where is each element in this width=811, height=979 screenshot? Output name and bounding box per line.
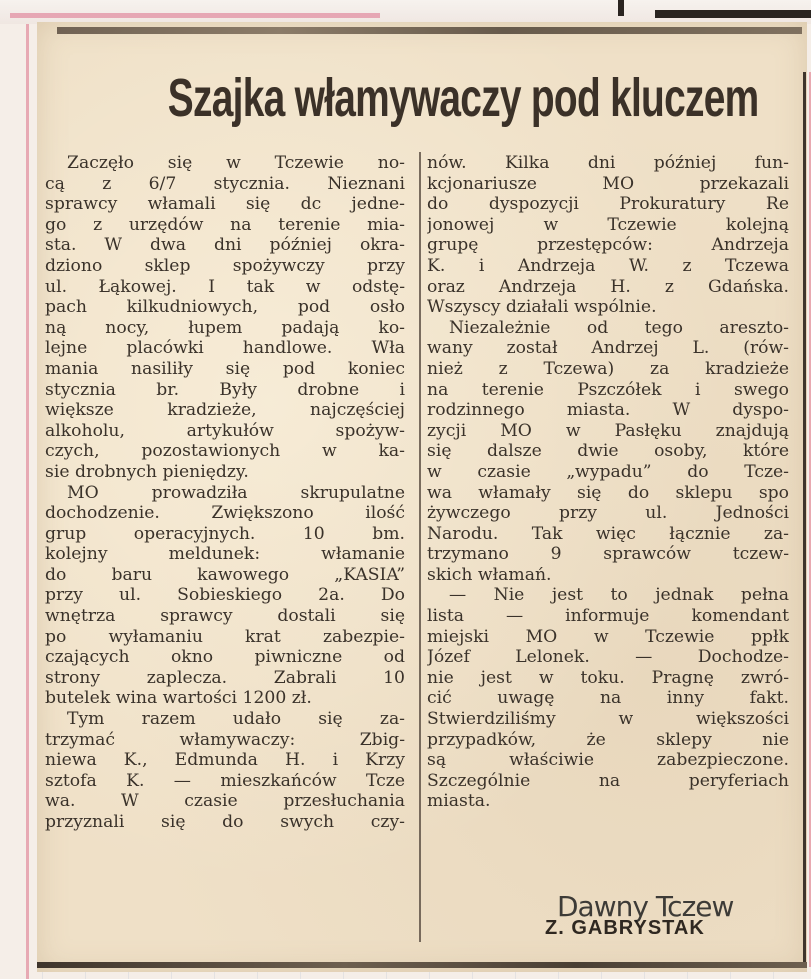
article-line: grup operacyjnych. 10 bm. (45, 523, 405, 544)
article-line: po wyłamaniu krat zabezpie- (45, 626, 405, 647)
article-line: Niezależnie od tego aresztо- (449, 317, 789, 338)
article-line: kcjonariusze MO przekazali (427, 173, 789, 194)
article-line: jonowej w Tczewie kolejną (427, 214, 789, 235)
article-line: dziono sklep spożywczy przy (45, 255, 405, 276)
article-line: Zaczęło się w Tczewie no- (67, 153, 405, 173)
article-line: MO prowadziła skrupulatne (67, 482, 405, 503)
right-border-rule (803, 72, 806, 967)
newspaper-clipping (37, 22, 807, 972)
article-line: lejne placówki handlowe. Wła (45, 338, 405, 359)
article-line: na terenie Pszczółek i swego (427, 379, 789, 400)
article-line: pach kilkudniowych, pod osło (45, 297, 405, 318)
article-line: miejski MO w Tczewie ppłk (427, 626, 789, 647)
article-line: czających okno piwniczne od (45, 647, 405, 668)
article-line: cą z 6/7 stycznia. Nieznani (45, 173, 405, 194)
column-divider (419, 152, 421, 942)
watermark-text: Dawny Tczew (557, 890, 734, 923)
article-line: sztofa K. — mieszkańców Tcze (45, 770, 405, 791)
article-line: rodzinnego miasta. W dyspo- (427, 400, 789, 421)
article-line: sta. W dwa dni później okra- (45, 235, 405, 256)
article-line: — Nie jest to jednak pełna (449, 585, 789, 606)
article-column-left (45, 153, 405, 833)
article-line: przy ul. Sobieskiego 2a. Do (45, 585, 405, 606)
article-line: butelek wina wartości 1200 zł. (45, 688, 312, 709)
black-tick-mark (618, 0, 624, 16)
article-line: nież z Tczewa) za kradzieże (427, 358, 789, 379)
article-line: mania nasiliły się pod koniec (45, 358, 405, 379)
article-line: do dyspozycji Prokuratury Re (427, 194, 789, 215)
article-column-right (427, 153, 789, 812)
article-line: sprawcy włamali się dc jedne- (45, 194, 405, 215)
article-line: nie jest w toku. Pragnę zwró- (427, 667, 789, 688)
article-headline: Szajka włamywaczy pod kluczem (167, 68, 759, 128)
article-line: czych, pozostawionych w ka- (45, 441, 405, 462)
black-top-bar (655, 10, 811, 18)
article-line: zycji MO w Pasłęku znajdują (427, 420, 789, 441)
article-line: niewa K., Edmunda H. i Krzy (45, 750, 405, 771)
article-line: Józef Lelonek. — Dochodze- (427, 647, 789, 668)
article-line: do baru kawowego „KASIA” (45, 564, 405, 585)
article-line: stycznia br. Były drobne i (45, 379, 405, 400)
article-line: Stwierdziliśmy w większości (427, 709, 789, 730)
pink-margin-line (10, 13, 380, 18)
article-line: kolejny meldunek: włamanie (45, 544, 405, 565)
article-line: przyznali się do swych czy- (45, 812, 405, 832)
article-line: K. i Andrzeja W. z Tczewa (427, 255, 789, 276)
article-line: większe kradzieże, najczęściej (45, 400, 405, 421)
article-line: grupę przestępców: Andrzeja (427, 235, 789, 256)
article-line: są właściwie zabezpieczone. (427, 750, 789, 771)
article-line: ul. Łąkowej. I tak w odstę- (45, 276, 405, 297)
article-signature: Z. GABRYSTAK (545, 917, 705, 939)
article-line: trzymać włamywaczy: Zbig- (45, 729, 405, 750)
article-line: wa włamały się do sklepu spo (427, 482, 789, 503)
article-line: nów. Kilka dni później fun- (427, 153, 789, 173)
article-line: strony zaplecza. Zabrali 10 (45, 667, 405, 688)
article-line: go z urzędów na terenie mia- (45, 214, 405, 235)
article-line: sie drobnych pieniędzy. (45, 461, 249, 482)
article-line: oraz Andrzeja H. z Gdańska. (427, 276, 789, 297)
article-line: Tym razem udało się za- (67, 709, 405, 730)
article-line: trzymano 9 sprawców tczew- (427, 544, 789, 565)
article-line: przypadków, że sklepy nie (427, 729, 789, 750)
article-line: wnętrza sprawcy dostali się (45, 606, 405, 627)
top-rule (57, 27, 802, 34)
article-line: wany został Andrzej L. (rów- (427, 338, 789, 359)
article-line: ną nocy, łupem padają ko- (45, 317, 405, 338)
article-line: żywczego przy ul. Jedności (427, 503, 789, 524)
article-line: w czasie „wypadu” do Tcze- (427, 461, 789, 482)
article-line: Narodu. Tak więc łącznie za- (427, 523, 789, 544)
article-line: miasta. (427, 791, 491, 812)
article-line: cić uwagę na inny fakt. (427, 688, 789, 709)
article-line: lista — informuje komendant (427, 606, 789, 627)
article-line: Szczególnie na peryferiach (427, 770, 789, 791)
article-line: wa. W czasie przesłuchania (45, 791, 405, 812)
article-line: Wszyscy działali wspólnie. (427, 297, 657, 318)
bottom-rule (37, 962, 807, 968)
article-line: skich włamań. (427, 564, 552, 585)
article-line: dochodzenie. Zwiększono ilość (45, 503, 405, 524)
article-line: się dalsze dwie osoby, które (427, 441, 789, 462)
article-line: alkoholu, artykułów spożyw- (45, 420, 405, 441)
